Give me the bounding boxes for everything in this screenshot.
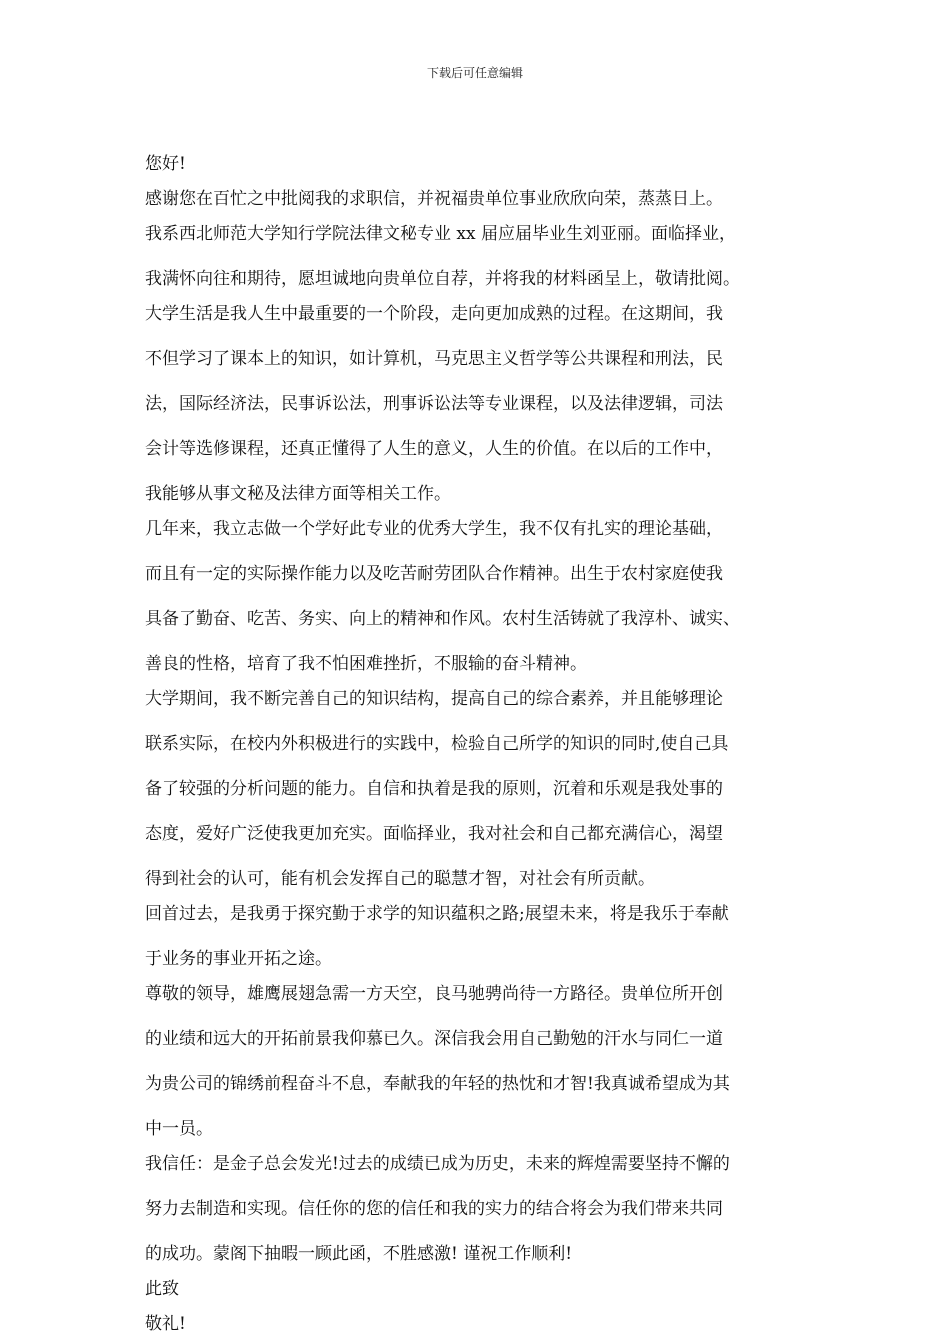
letter-line: 您好! (145, 154, 186, 174)
letter-line: 回首过去，是我勇于探究勤于求学的知识蕴积之路;展望未来，将是我乐于奉献 (145, 904, 729, 924)
letter-line: 我能够从事文秘及法律方面等相关工作。 (145, 484, 451, 504)
letter-line: 的业绩和远大的开拓前景我仰慕已久。深信我会用自己勤勉的汗水与同仁一道 (145, 1029, 723, 1049)
letter-line: 而且有一定的实际操作能力以及吃苦耐劳团队合作精神。出生于农村家庭使我 (145, 564, 723, 584)
letter-line: 中一员。 (145, 1119, 213, 1139)
letter-line: 得到社会的认可，能有机会发挥自己的聪慧才智，对社会有所贡献。 (145, 869, 655, 889)
letter-line: 敬礼! (145, 1314, 186, 1334)
letter-line: 法，国际经济法，民事诉讼法，刑事诉讼法等专业课程，以及法律逻辑，司法 (145, 394, 723, 414)
letter-line: 此致 (145, 1279, 179, 1299)
letter-line: 大学期间，我不断完善自己的知识结构，提高自己的综合素养，并且能够理论 (145, 689, 723, 709)
letter-line: 努力去制造和实现。信任你的您的信任和我的实力的结合将会为我们带来共同 (145, 1199, 723, 1219)
letter-line: 会计等选修课程，还真正懂得了人生的意义，人生的价值。在以后的工作中， (145, 439, 723, 459)
letter-line: 善良的性格，培育了我不怕困难挫折，不服输的奋斗精神。 (145, 654, 587, 674)
letter-line: 几年来，我立志做一个学好此专业的优秀大学生，我不仅有扎实的理论基础， (145, 519, 723, 539)
page-header-note: 下载后可任意编辑 (426, 66, 523, 80)
letter-line: 于业务的事业开拓之途。 (145, 949, 332, 969)
letter-line: 我系西北师范大学知行学院法律文秘专业 xx 届应届毕业生刘亚丽。面临择业， (145, 224, 736, 244)
letter-line: 我满怀向往和期待，愿坦诚地向贵单位自荐，并将我的材料函呈上，敬请批阅。 (145, 269, 740, 289)
letter-line: 备了较强的分析问题的能力。自信和执着是我的原则，沉着和乐观是我处事的 (145, 779, 723, 799)
letter-line: 我信任：是金子总会发光!过去的成绩已成为历史，未来的辉煌需要坚持不懈的 (145, 1154, 730, 1174)
letter-line: 态度，爱好广泛使我更加充实。面临择业，我对社会和自己都充满信心，渴望 (145, 824, 723, 844)
letter-line: 具备了勤奋、吃苦、务实、向上的精神和作风。农村生活铸就了我淳朴、诚实、 (145, 609, 740, 629)
letter-line: 大学生活是我人生中最重要的一个阶段，走向更加成熟的过程。在这期间，我 (145, 304, 723, 324)
letter-line: 尊敬的领导，雄鹰展翅急需一方天空，良马驰骋尚待一方路径。贵单位所开创 (145, 984, 723, 1004)
letter-line: 为贵公司的锦绣前程奋斗不息，奉献我的年轻的热忱和才智!我真诚希望成为其 (145, 1074, 730, 1094)
letter-line: 联系实际，在校内外积极进行的实践中，检验自己所学的知识的同时,使自己具 (145, 734, 729, 754)
letter-line: 的成功。蒙阁下抽暇一顾此函，不胜感激! 谨祝工作顺利! (145, 1244, 573, 1264)
letter-line: 感谢您在百忙之中批阅我的求职信，并祝福贵单位事业欣欣向荣，蒸蒸日上。 (145, 189, 723, 209)
letter-line: 不但学习了课本上的知识，如计算机，马克思主义哲学等公共课程和刑法，民 (145, 349, 723, 369)
letter-body (145, 153, 810, 1336)
